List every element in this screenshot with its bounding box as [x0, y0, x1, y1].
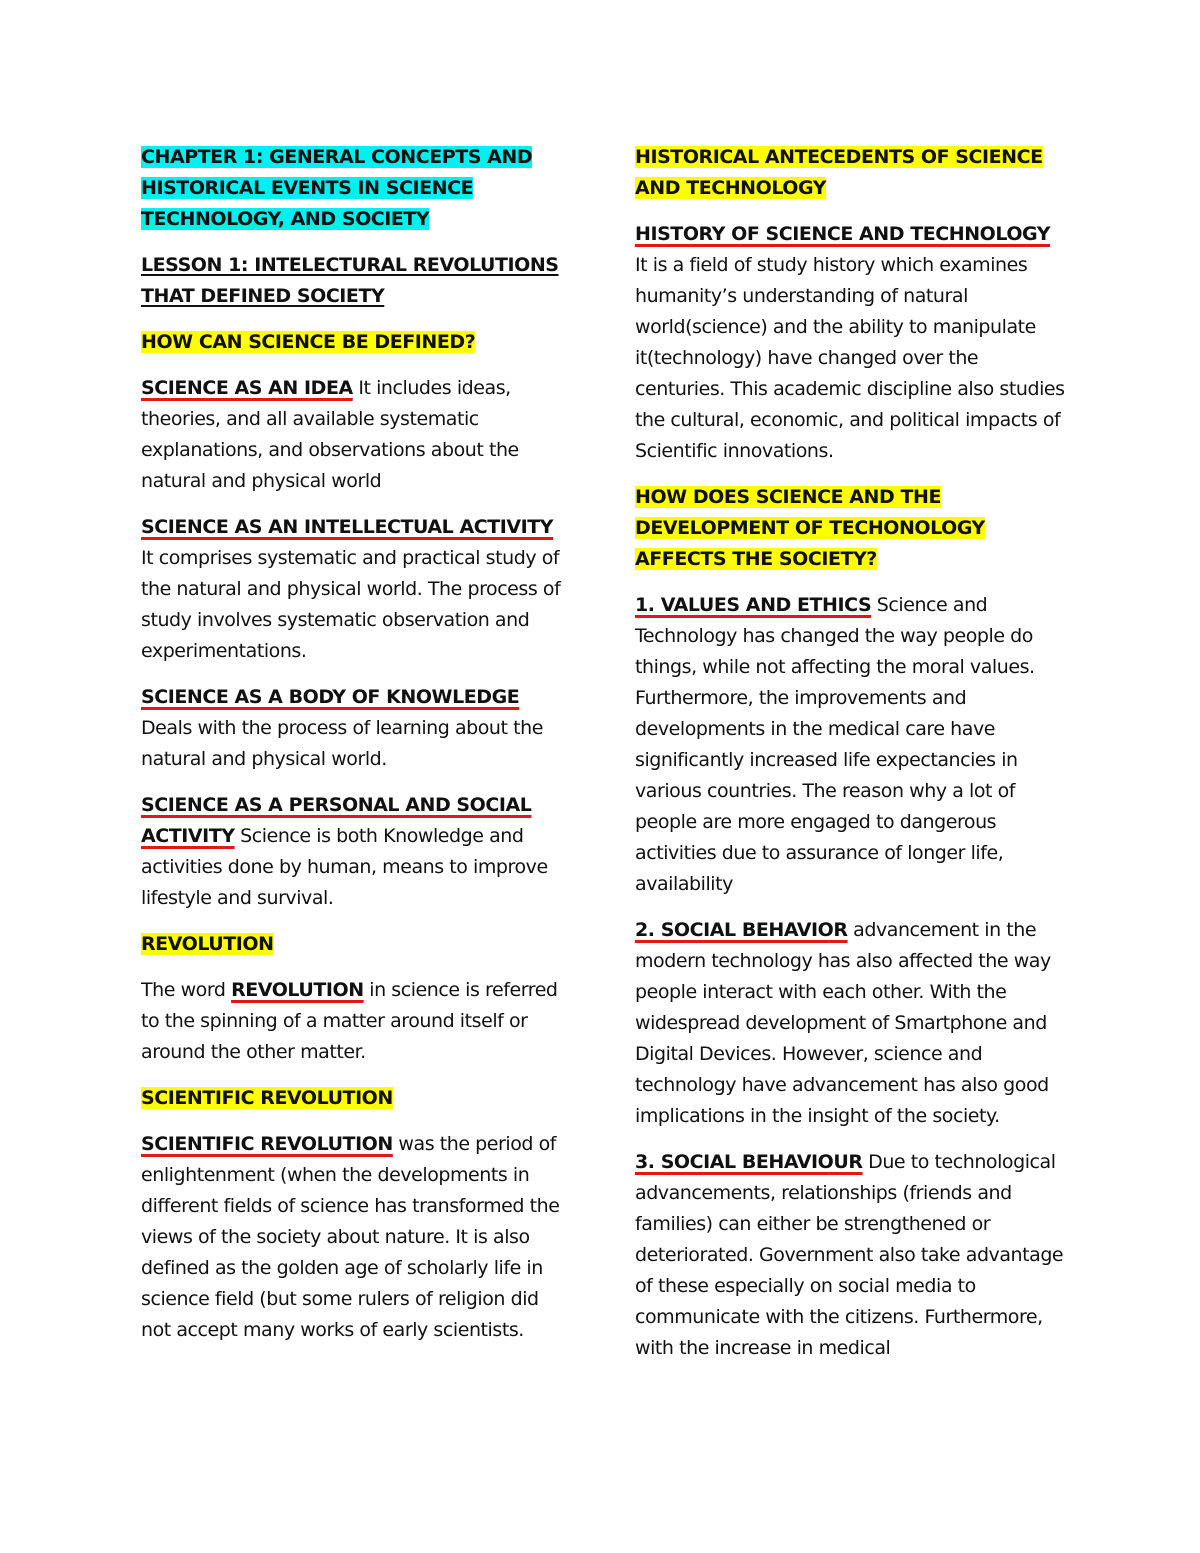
term-history-sci-tech: HISTORY OF SCIENCE AND TECHNOLOGY: [635, 223, 1051, 245]
body-social-behavior: advancement in the modern technology has also affected the way people interact with each other. With the widespread development of Smartphone and Digital Devices. However, science and technology have advancement has also good implications in the insight of the society.: [635, 919, 1051, 1127]
heading-how-science-affects-society: [635, 482, 1067, 575]
heading-historical-antecedents: [635, 142, 1067, 204]
body-revolution-pre: The word: [141, 979, 232, 1001]
paragraph-science-as-idea: [141, 373, 566, 497]
body-science-knowledge: Deals with the process of learning about the natural and physical world.: [141, 717, 543, 770]
heading-scientific-revolution-text: SCIENTIFIC REVOLUTION: [141, 1087, 393, 1109]
term-science-knowledge: SCIENCE AS A BODY OF KNOWLEDGE: [141, 686, 520, 708]
chapter-title: [141, 142, 566, 235]
term-social-behavior: 2. SOCIAL BEHAVIOR: [635, 919, 848, 941]
chapter-title-text: CHAPTER 1: GENERAL CONCEPTS AND HISTORICAL EVENTS IN SCIENCE TECHNOLOGY, AND SOCIETY: [141, 146, 533, 230]
left-column: [141, 142, 566, 1361]
heading-revolution: [141, 929, 566, 960]
lesson-title: [141, 250, 566, 312]
heading-historical-antecedents-text: HISTORICAL ANTECEDENTS OF SCIENCE AND TECHNOLOGY: [635, 146, 1043, 199]
term-social-behaviour: 3. SOCIAL BEHAVIOUR: [635, 1151, 863, 1173]
paragraph-science-personal-social: [141, 790, 566, 914]
heading-revolution-text: REVOLUTION: [141, 933, 274, 955]
paragraph-revolution: [141, 975, 566, 1068]
paragraph-social-behavior: [635, 915, 1067, 1132]
body-values-ethics: Science and Technology has changed the way people do things, while not affecting the moral values. Furthermore, the improvements and developments in the medical care have significantly increased life expectancies in various countries. The reason why a lot of people are more engaged to dangerous activities due to assurance of longer life, availability: [635, 594, 1035, 895]
term-revolution: REVOLUTION: [231, 979, 364, 1001]
body-science-personal-social: Science is both Knowledge and activities done by human, means to improve lifestyle and survival.: [141, 825, 548, 909]
heading-how-science-defined-text: HOW CAN SCIENCE BE DEFINED?: [141, 331, 476, 353]
right-column: [635, 142, 1067, 1379]
term-science-as-idea: SCIENCE AS AN IDEA: [141, 377, 353, 399]
term-scientific-revolution: SCIENTIFIC REVOLUTION: [141, 1133, 393, 1155]
body-science-as-idea: It includes ideas, theories, and all available systematic explanations, and observations about the natural and physical world: [141, 377, 519, 492]
paragraph-history-sci-tech: [635, 219, 1067, 467]
heading-scientific-revolution: [141, 1083, 566, 1114]
body-revolution: in science is referred to the spinning of a matter around itself or around the other matter.: [141, 979, 558, 1063]
paragraph-science-intellectual: [141, 512, 566, 667]
paragraph-science-knowledge: [141, 682, 566, 775]
lesson-title-text: LESSON 1: INTELECTURAL REVOLUTIONS THAT DEFINED SOCIETY: [141, 254, 559, 307]
body-science-intellectual: It comprises systematic and practical study of the natural and physical world. The process of study involves systematic observation and experimentations.: [141, 547, 561, 662]
body-history-sci-tech: It is a field of study history which examines humanity’s understanding of natural world(science) and the ability to manipulate it(technology) have changed over the centuries. This academic discipline also studies the cultural, economic, and political impacts of Scientific innovations.: [635, 254, 1065, 462]
body-social-behaviour: Due to technological advancements, relationships (friends and families) can either be strengthened or deteriorated. Government also take advantage of these especially on social media to communicate with the citizens. Furthermore, with the increase in medical: [635, 1151, 1064, 1359]
heading-how-science-defined: [141, 327, 566, 358]
paragraph-social-behaviour: [635, 1147, 1067, 1364]
term-values-ethics: 1. VALUES AND ETHICS: [635, 594, 872, 616]
body-scientific-revolution: was the period of enlightenment (when the developments in different fields of science has transformed the views of the society about nature. It is also defined as the golden age of scholarly life in science field (but some rulers of religion did not accept many works of early scientists.: [141, 1133, 560, 1341]
term-science-intellectual: SCIENCE AS AN INTELLECTUAL ACTIVITY: [141, 516, 554, 538]
heading-how-science-affects-society-text: HOW DOES SCIENCE AND THE DEVELOPMENT OF TECHONOLOGY AFFECTS THE SOCIETY?: [635, 486, 985, 570]
paragraph-scientific-revolution: [141, 1129, 566, 1346]
term-science-personal-social: SCIENCE AS A PERSONAL AND SOCIAL ACTIVITY: [141, 794, 532, 847]
paragraph-values-ethics: [635, 590, 1067, 900]
